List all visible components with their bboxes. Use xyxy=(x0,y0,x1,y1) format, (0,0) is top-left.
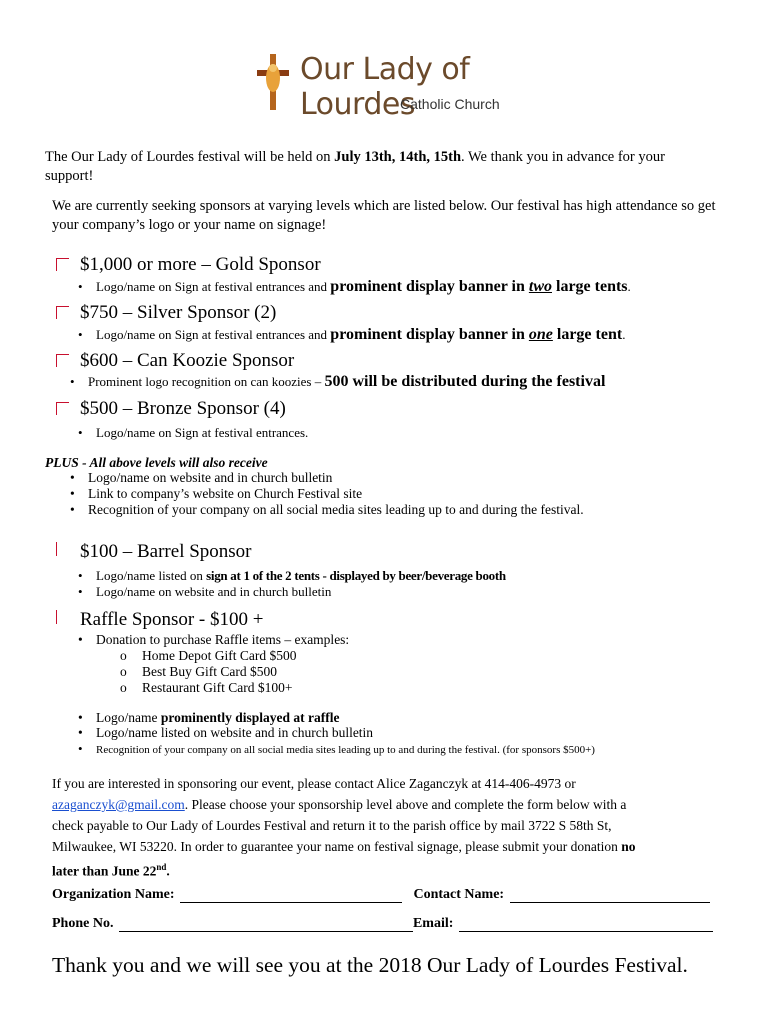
logo-subtitle: Catholic Church xyxy=(400,96,500,112)
plus-item: • Recognition of your company on all social media sites leading up to and during the festival. xyxy=(70,502,584,517)
cross-icon xyxy=(253,54,293,112)
org-label: Organization Name: xyxy=(52,887,175,902)
barrel-title: $100 – Barrel Sponsor xyxy=(80,541,252,562)
form-row-1 xyxy=(52,886,710,903)
raffle-bullet: • Recognition of your company on all social media sites leading up to and during the festival. (for sponsors $500+) xyxy=(78,741,595,756)
phone-label: Phone No. xyxy=(52,916,114,931)
silver-checkbox[interactable] xyxy=(56,306,69,319)
bronze-checkbox[interactable] xyxy=(56,402,69,415)
raffle-checkbox[interactable] xyxy=(56,610,58,624)
raffle-bullet: • Logo/name listed on website and in church bulletin xyxy=(78,725,374,740)
gold-title: $1,000 or more – Gold Sponsor xyxy=(80,254,321,275)
barrel-bullet: • Logo/name listed on sign at 1 of the 2 tents - displayed by beer/beverage booth xyxy=(78,568,506,583)
plus-heading: PLUS - All above levels will also receive xyxy=(45,455,268,470)
raffle-example: o Best Buy Gift Card $500 xyxy=(120,664,277,679)
barrel-bullet: • Logo/name on website and in church bulletin xyxy=(78,584,332,599)
festival-dates: July 13th, 14th, 15th xyxy=(334,149,462,165)
raffle-example: o Home Depot Gift Card $500 xyxy=(120,648,297,663)
phone-field[interactable] xyxy=(119,915,413,932)
koozie-title: $600 – Can Koozie Sponsor xyxy=(80,350,295,371)
barrel-checkbox[interactable] xyxy=(56,542,58,556)
plus-item: • Link to company’s website on Church Festival site xyxy=(70,486,363,501)
seeking-paragraph: We are currently seeking sponsors at varying levels which are listed below. Our festival has high attendance so get your company’s logo or your name on signage! xyxy=(52,198,716,233)
raffle-example: o Restaurant Gift Card $100+ xyxy=(120,680,293,695)
koozie-checkbox[interactable] xyxy=(56,354,69,367)
form-row-2 xyxy=(52,915,713,932)
gold-checkbox[interactable] xyxy=(56,258,69,271)
contact-email-link[interactable]: azaganczyk@gmail.com xyxy=(52,797,185,812)
contact-paragraph: If you are interested in sponsoring our event, please contact Alice Zaganczyk at 414-406-4973 or azaganczyk@gmail.com. Please choose your sponsorship level above and complete the form below with a check payable to Our Lady of Lourdes Festival and return it to the parish office by mail 3722 S 58th St, Milwaukee, WI 53220. In order to guarantee your name on festival signage, please submit your donation no later than June 22nd. xyxy=(52,776,636,879)
koozie-bullet: • Prominent logo recognition on can koozies – 500 will be distributed during the festival xyxy=(70,373,606,390)
gold-bullet: • Logo/name on Sign at festival entrances and prominent display banner in two large tents. xyxy=(78,278,631,295)
logo-name: Our Lady of Lourdes xyxy=(300,52,470,122)
closing-line: Thank you and we will see you at the 2018 Our Lady of Lourdes Festival. xyxy=(52,953,688,977)
email-field[interactable] xyxy=(459,915,713,932)
bronze-title: $500 – Bronze Sponsor (4) xyxy=(80,398,286,419)
plus-item: • Logo/name on website and in church bulletin xyxy=(70,470,333,485)
contact-label: Contact Name: xyxy=(413,887,505,902)
raffle-bullet: • Donation to purchase Raffle items – examples: xyxy=(78,632,350,647)
org-field[interactable] xyxy=(180,886,402,903)
church-logo xyxy=(245,52,545,124)
silver-bullet: • Logo/name on Sign at festival entrances and prominent display banner in one large tent. xyxy=(78,326,626,343)
raffle-bullet: • Logo/name prominently displayed at raffle xyxy=(78,710,340,725)
raffle-title: Raffle Sponsor - $100 + xyxy=(80,609,264,630)
bronze-bullet: • Logo/name on Sign at festival entrances. xyxy=(78,425,309,440)
intro-paragraph: The Our Lady of Lourdes festival will be held on July 13th, 14th, 15th. We thank you in advance for your support! xyxy=(45,149,665,184)
email-label: Email: xyxy=(412,916,454,931)
silver-title: $750 – Silver Sponsor (2) xyxy=(80,302,277,323)
contact-field[interactable] xyxy=(510,886,710,903)
